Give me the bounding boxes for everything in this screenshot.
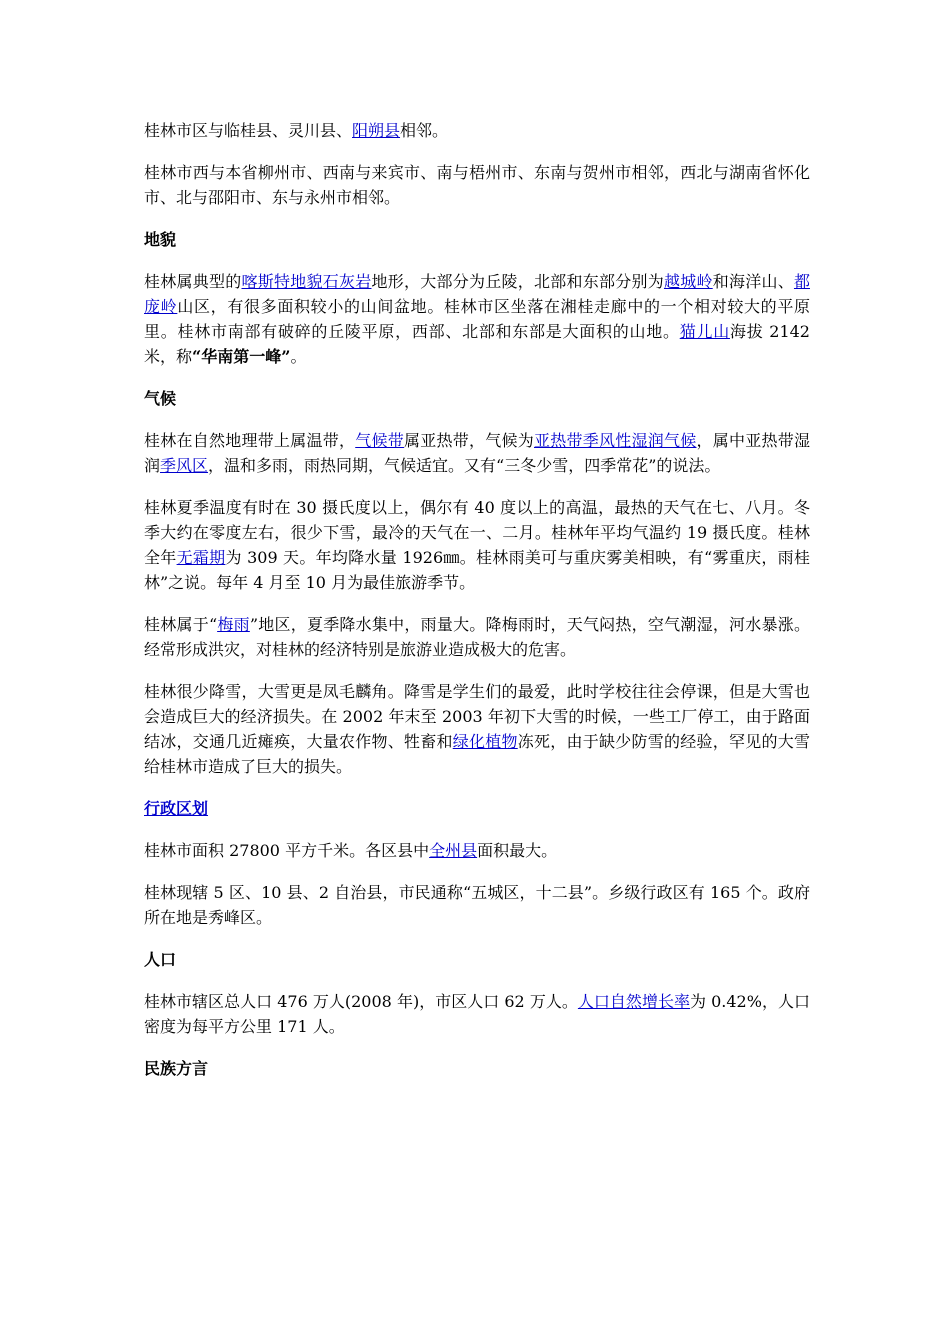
link-admin-division[interactable]: 行政区划	[144, 799, 209, 818]
link-yangshuo[interactable]: 阳朔县	[352, 121, 401, 140]
paragraph-neighbors-urban: 桂林市区与临桂县、灵川县、阳朔县相邻。	[144, 121, 449, 140]
heading-population: 人口	[144, 950, 177, 969]
link-green-plants[interactable]: 绿化植物	[452, 732, 518, 751]
link-quanzhou[interactable]: 全州县	[429, 841, 478, 860]
link-subtropical-monsoon[interactable]: 亚热带季风性湿润气候	[533, 431, 697, 450]
paragraph-snow: 桂林很少降雪，大雪更是凤毛麟角。降雪是学生们的最爱，此时学校往往会停课，但是大雪也会造成巨大的经济损失。在 2002 年末至 2003 年初下大雪的时候，一些工厂停工，由于路面结冰，交通几近瘫痪，大量农作物、牲畜和绿化植物冻死，由于缺少防雪的经验，罕见的大雪给桂林市造成了巨大的损失。	[144, 682, 810, 776]
bold-highest-peak: “华南第一峰”	[192, 347, 291, 366]
paragraph-neighbors-city: 桂林市西与本省柳州市、西南与来宾市、南与梧州市、东南与贺州市相邻，西北与湖南省怀化市、北与邵阳市、东与永州市相邻。	[144, 163, 810, 207]
heading-ethnic-dialect: 民族方言	[144, 1059, 209, 1078]
paragraph-climate-zone: 桂林在自然地理带上属温带，气候带属亚热带，气候为亚热带季风性湿润气候，属中亚热带湿润季风区，温和多雨，雨热同期，气候适宜。又有“三冬少雪，四季常花”的说法。	[144, 431, 810, 475]
link-karst[interactable]: 喀斯特地貌石灰岩	[241, 272, 372, 291]
link-climate-zone[interactable]: 气候带	[355, 431, 404, 450]
heading-admin-division	[144, 796, 810, 821]
link-plum-rain[interactable]: 梅雨	[217, 615, 250, 634]
paragraph-population: 桂林市辖区总人口 476 万人(2008 年)，市区人口 62 万人。人口自然增长率为 0.42%，人口密度为每平方公里 171 人。	[144, 992, 810, 1036]
paragraph-districts: 桂林现辖 5 区、10 县、2 自治县，市民通称“五城区，十二县”。乡级行政区有 165 个。政府所在地是秀峰区。	[144, 883, 810, 927]
document-body	[144, 118, 810, 1098]
link-monsoon-region[interactable]: 季风区	[160, 456, 209, 475]
link-dupangling[interactable]: 都庞岭	[144, 272, 810, 316]
link-maoershan[interactable]: 猫儿山	[679, 322, 730, 341]
link-growth-rate[interactable]: 人口自然增长率	[577, 992, 690, 1011]
heading-landform: 地貌	[144, 230, 177, 249]
paragraph-area: 桂林市面积 27800 平方千米。各区县中全州县面积最大。	[144, 841, 558, 860]
link-yuechengling[interactable]: 越城岭	[663, 272, 713, 291]
paragraph-plum-rain: 桂林属于“梅雨”地区，夏季降水集中，雨量大。降梅雨时，天气闷热，空气潮湿，河水暴涨。经常形成洪灾，对桂林的经济特别是旅游业造成极大的危害。	[144, 615, 810, 659]
heading-climate: 气候	[144, 389, 177, 408]
paragraph-temperature: 桂林夏季温度有时在 30 摄氏度以上，偶尔有 40 度以上的高温，最热的天气在七、八月。冬季大约在零度左右，很少下雪，最冷的天气在一、二月。桂林年平均气温约 19 摄氏度。桂林全年无霜期为 309 天。年均降水量 1926㎜。桂林雨美可与重庆雾美相映，有“雾重庆，雨桂林”之说。每年 4 月至 10 月为最佳旅游季节。	[144, 498, 810, 592]
link-frost-free[interactable]: 无霜期	[176, 548, 226, 567]
paragraph-landform: 桂林属典型的喀斯特地貌石灰岩地形，大部分为丘陵，北部和东部分别为越城岭和海洋山、都庞岭山区，有很多面积较小的山间盆地。桂林市区坐落在湘桂走廊中的一个相对较大的平原里。桂林市南部有破碎的丘陵平原，西部、北部和东部是大面积的山地。猫儿山海拔 2142 米，称“华南第一峰”。	[144, 272, 810, 366]
